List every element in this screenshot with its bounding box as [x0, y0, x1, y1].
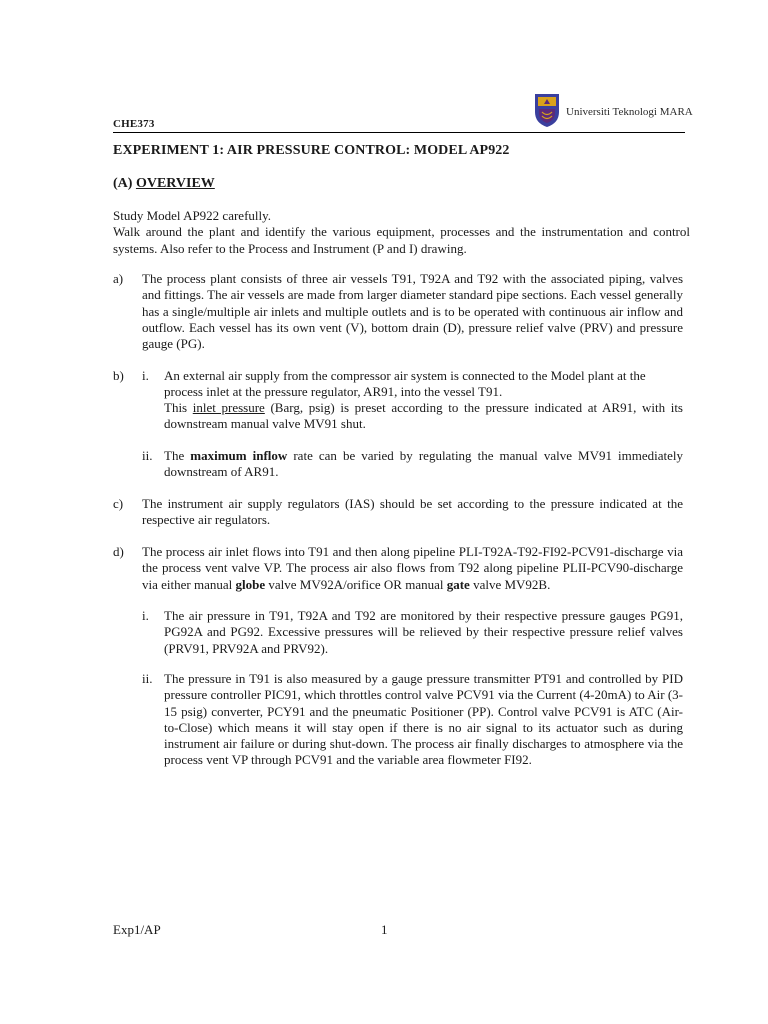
- item-d-label: d): [113, 544, 124, 559]
- page-number: 1: [381, 922, 388, 937]
- item-c-label: c): [113, 496, 124, 511]
- university-crest-logo: [533, 92, 561, 128]
- experiment-title: EXPERIMENT 1: AIR PRESSURE CONTROL: MODEL AP922: [113, 143, 510, 158]
- inlet-pressure-term: inlet pressure: [192, 400, 265, 415]
- item-d-i-text: The air pressure in T91, T92A and T92 are monitored by their respective pressure gauges PG91, PG92A and PG92. Excessive pressures will be relieved by their respective pressure relief valves (PRV91, PRV92A and PRV92).: [164, 608, 683, 656]
- item-a-text: The process plant consists of three air vessels T91, T92A and T92 with the associated piping, valves and fittings. The air vessels are made from larger diameter standard pipe sections. Each vessel generally has a single/multiple air inlets and multiple outlets and is to be operated with continuous air inflow and outflow. Each vessel has its own vent (V), bottom drain (D), pressure relief valve (PRV) and pressure gauge (PG).: [142, 271, 683, 352]
- item-b-label: b): [113, 368, 124, 383]
- item-d-ii-label: ii.: [142, 671, 153, 686]
- item-b-ii-pre: The: [164, 448, 191, 463]
- item-d-mid: valve MV92A/orifice OR manual: [265, 576, 447, 592]
- item-b-ii-text: [164, 448, 683, 481]
- gate-term: gate: [446, 576, 470, 592]
- section-heading: [113, 176, 215, 192]
- item-b-i-para-2-pre: This: [164, 400, 193, 415]
- intro-paragraph: [113, 208, 690, 257]
- university-name: Universiti Teknologi MARA: [566, 106, 693, 118]
- course-code: CHE373: [113, 118, 155, 130]
- item-d-pre: The process air inlet flows into T91 and then along pipeline PLI-T92A-T92-FI92-PCV91-discharge via the process vent valve VP. The process air also flows from T92 along pipeline PLII-PCV90-discharge via either manual: [142, 544, 683, 592]
- item-d-i-label: i.: [142, 608, 149, 623]
- intro-line-1: Study Model AP922 carefully.: [113, 208, 272, 223]
- section-prefix: (A): [113, 176, 136, 191]
- section-title: OVERVIEW: [135, 176, 215, 191]
- intro-line-2: Walk around the plant and identify the various equipment, processes and the instrumentation and control systems. Also refer to the Process and Instrument (P and I) drawing.: [113, 224, 690, 256]
- item-d-ii-text: The pressure in T91 is also measured by a gauge pressure transmitter PT91 and controlled by PID pressure controller PIC91, which throttles control valve PCV91 via the Current (4-20mA) to Air (3-15 psig) converter, PCY91 and the pneumatic Positioner (PP). Control valve PCV91 is ATC (Air-to-Close) which means it will stay open if there is no air signal to its actuator such as during instrument air failure or during shut-down. The process air finally discharges to atmosphere via the process vent VP through PCV91 and the variable area flowmeter FI92.: [164, 671, 683, 768]
- item-b-ii-post: rate can be varied by regulating the manual valve MV91 immediately downstream of AR91.: [164, 448, 684, 480]
- item-b-ii-label: ii.: [142, 448, 153, 463]
- globe-term: globe: [235, 576, 266, 592]
- item-b-i-para-2-post: (Barg, psig) is preset according to the pressure indicated at AR91, with its downstream manual valve MV91 shut.: [164, 400, 683, 432]
- item-b-i-label: i.: [142, 368, 149, 383]
- item-b-i-para-2: [164, 400, 683, 433]
- header-divider: [113, 132, 685, 133]
- item-b-i-text: An external air supply from the compressor air system is connected to the Model plant at the process inlet at the pressure regulator, AR91, into the vessel T91.: [164, 368, 646, 400]
- item-d-post: valve MV92B.: [469, 576, 551, 592]
- item-d-text: [142, 544, 683, 593]
- footer-label: Exp1/AP: [113, 922, 161, 937]
- maximum-inflow-term: maximum inflow: [190, 448, 288, 463]
- item-a-label: a): [113, 271, 124, 286]
- item-c-text: The instrument air supply regulators (IAS) should be set according to the pressure indicated at the respective air regulators.: [142, 496, 683, 528]
